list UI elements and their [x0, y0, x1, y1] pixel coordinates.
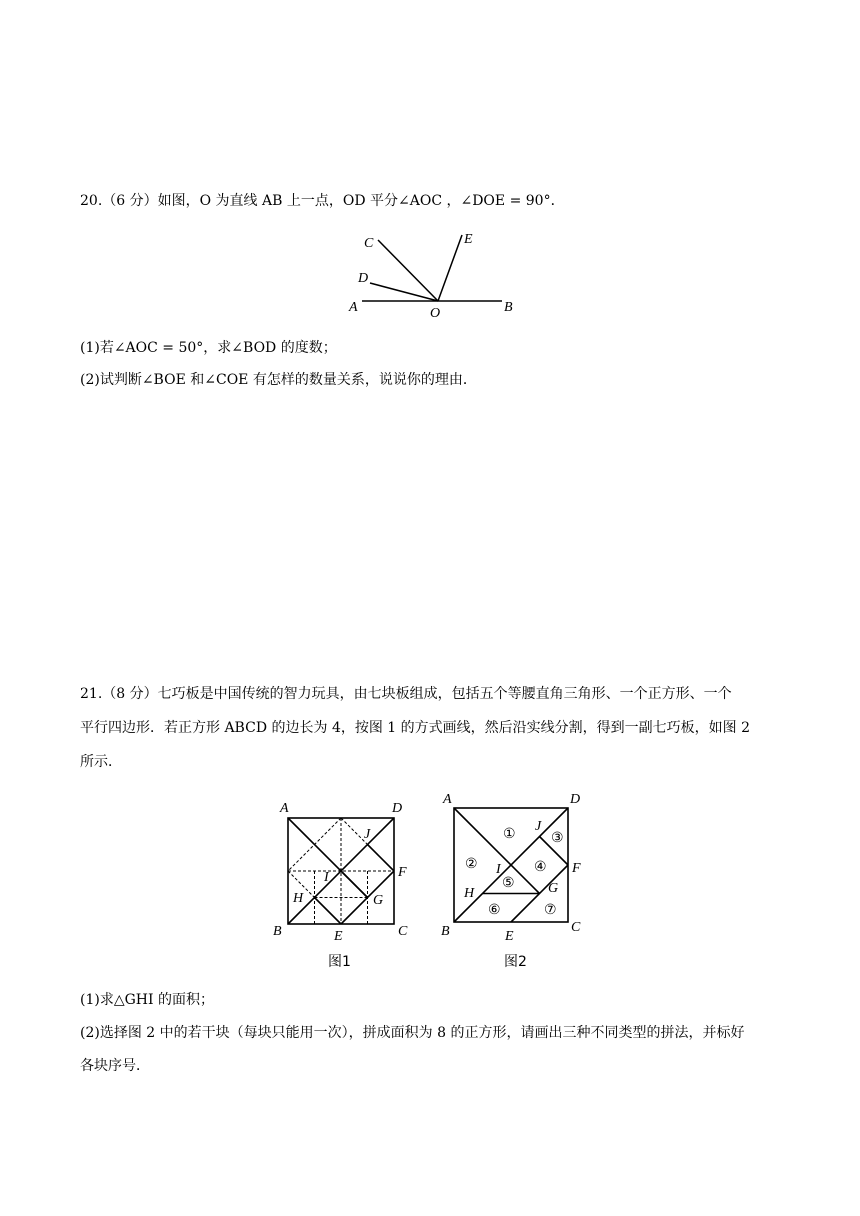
- piece-1: ①: [503, 827, 516, 842]
- q21-part1: (1)求△GHI 的面积；: [80, 992, 214, 1008]
- label-a: A: [349, 300, 358, 315]
- fig2-label-c: C: [571, 920, 581, 935]
- fig1-label-h: H: [293, 891, 304, 906]
- ray-oe: [438, 235, 462, 301]
- label-b: B: [504, 300, 513, 315]
- fig2-caption: 图2: [504, 954, 527, 970]
- ray-oc: [378, 240, 438, 301]
- q21-stem-line2: 平行四边形．若正方形 ABCD 的边长为 4，按图 1 的方式画线，然后沿实线分割，得到一副七巧板，如图 2: [80, 720, 751, 736]
- label-c: C: [364, 236, 374, 251]
- label-d: D: [358, 271, 369, 286]
- q21-stem-line1: 21.（8 分）七巧板是中国传统的智力玩具，由七块板组成，包括五个等腰直角三角形、一个正方形、一个: [80, 686, 732, 702]
- q20-stem: 20.（6 分）如图，O 为直线 AB 上一点，OD 平分∠AOC ，∠DOE = 90°．: [80, 193, 565, 209]
- piece-5: ⑤: [502, 876, 515, 891]
- fig1-label-g: G: [373, 893, 384, 908]
- label-e: E: [464, 232, 473, 247]
- q21-part2-line1: (2)选择图 2 中的若干块（每块只能用一次），拼成面积为 8 的正方形，请画出三种不同类型的拼法，并标好: [80, 1025, 745, 1041]
- fig1-label-e: E: [334, 929, 343, 944]
- fig2-label-f: F: [572, 861, 581, 876]
- fig2-label-b: B: [441, 924, 450, 939]
- fig2-label-d: D: [570, 792, 581, 807]
- ray-od: [370, 283, 438, 301]
- piece-6: ⑥: [488, 903, 501, 918]
- fig1-label-a: A: [280, 801, 289, 816]
- q20-figure: [340, 225, 530, 320]
- fig1-label-d: D: [392, 801, 403, 816]
- fig2-label-e: E: [505, 929, 514, 944]
- fig2-label-j: J: [535, 819, 542, 834]
- piece-7: ⑦: [544, 903, 557, 918]
- piece-3: ③: [551, 831, 564, 846]
- q21-stem-line3: 所示．: [80, 754, 122, 770]
- q21-figure1: [270, 795, 420, 975]
- q20-part1: (1)若∠AOC = 50°，求∠BOD 的度数；: [80, 340, 337, 356]
- q20-part2: (2)试判断∠BOE 和∠COE 有怎样的数量关系，说说你的理由．: [80, 372, 477, 388]
- fig1-caption: 图1: [328, 954, 351, 970]
- label-o: O: [430, 306, 441, 321]
- piece-2: ②: [465, 857, 478, 872]
- q21-figure2: [438, 790, 598, 975]
- fig2-label-g: G: [548, 881, 559, 896]
- fig2-label-i: I: [496, 862, 501, 877]
- q21-part2-line2: 各块序号．: [80, 1058, 150, 1074]
- fig1-label-j: J: [364, 827, 371, 842]
- piece-4: ④: [534, 860, 547, 875]
- fig2-label-a: A: [443, 792, 452, 807]
- fig1-label-f: F: [398, 865, 407, 880]
- fig2-label-h: H: [464, 886, 475, 901]
- fig1-label-b: B: [273, 924, 282, 939]
- fig1-label-i: I: [324, 870, 329, 885]
- fig1-label-c: C: [398, 924, 408, 939]
